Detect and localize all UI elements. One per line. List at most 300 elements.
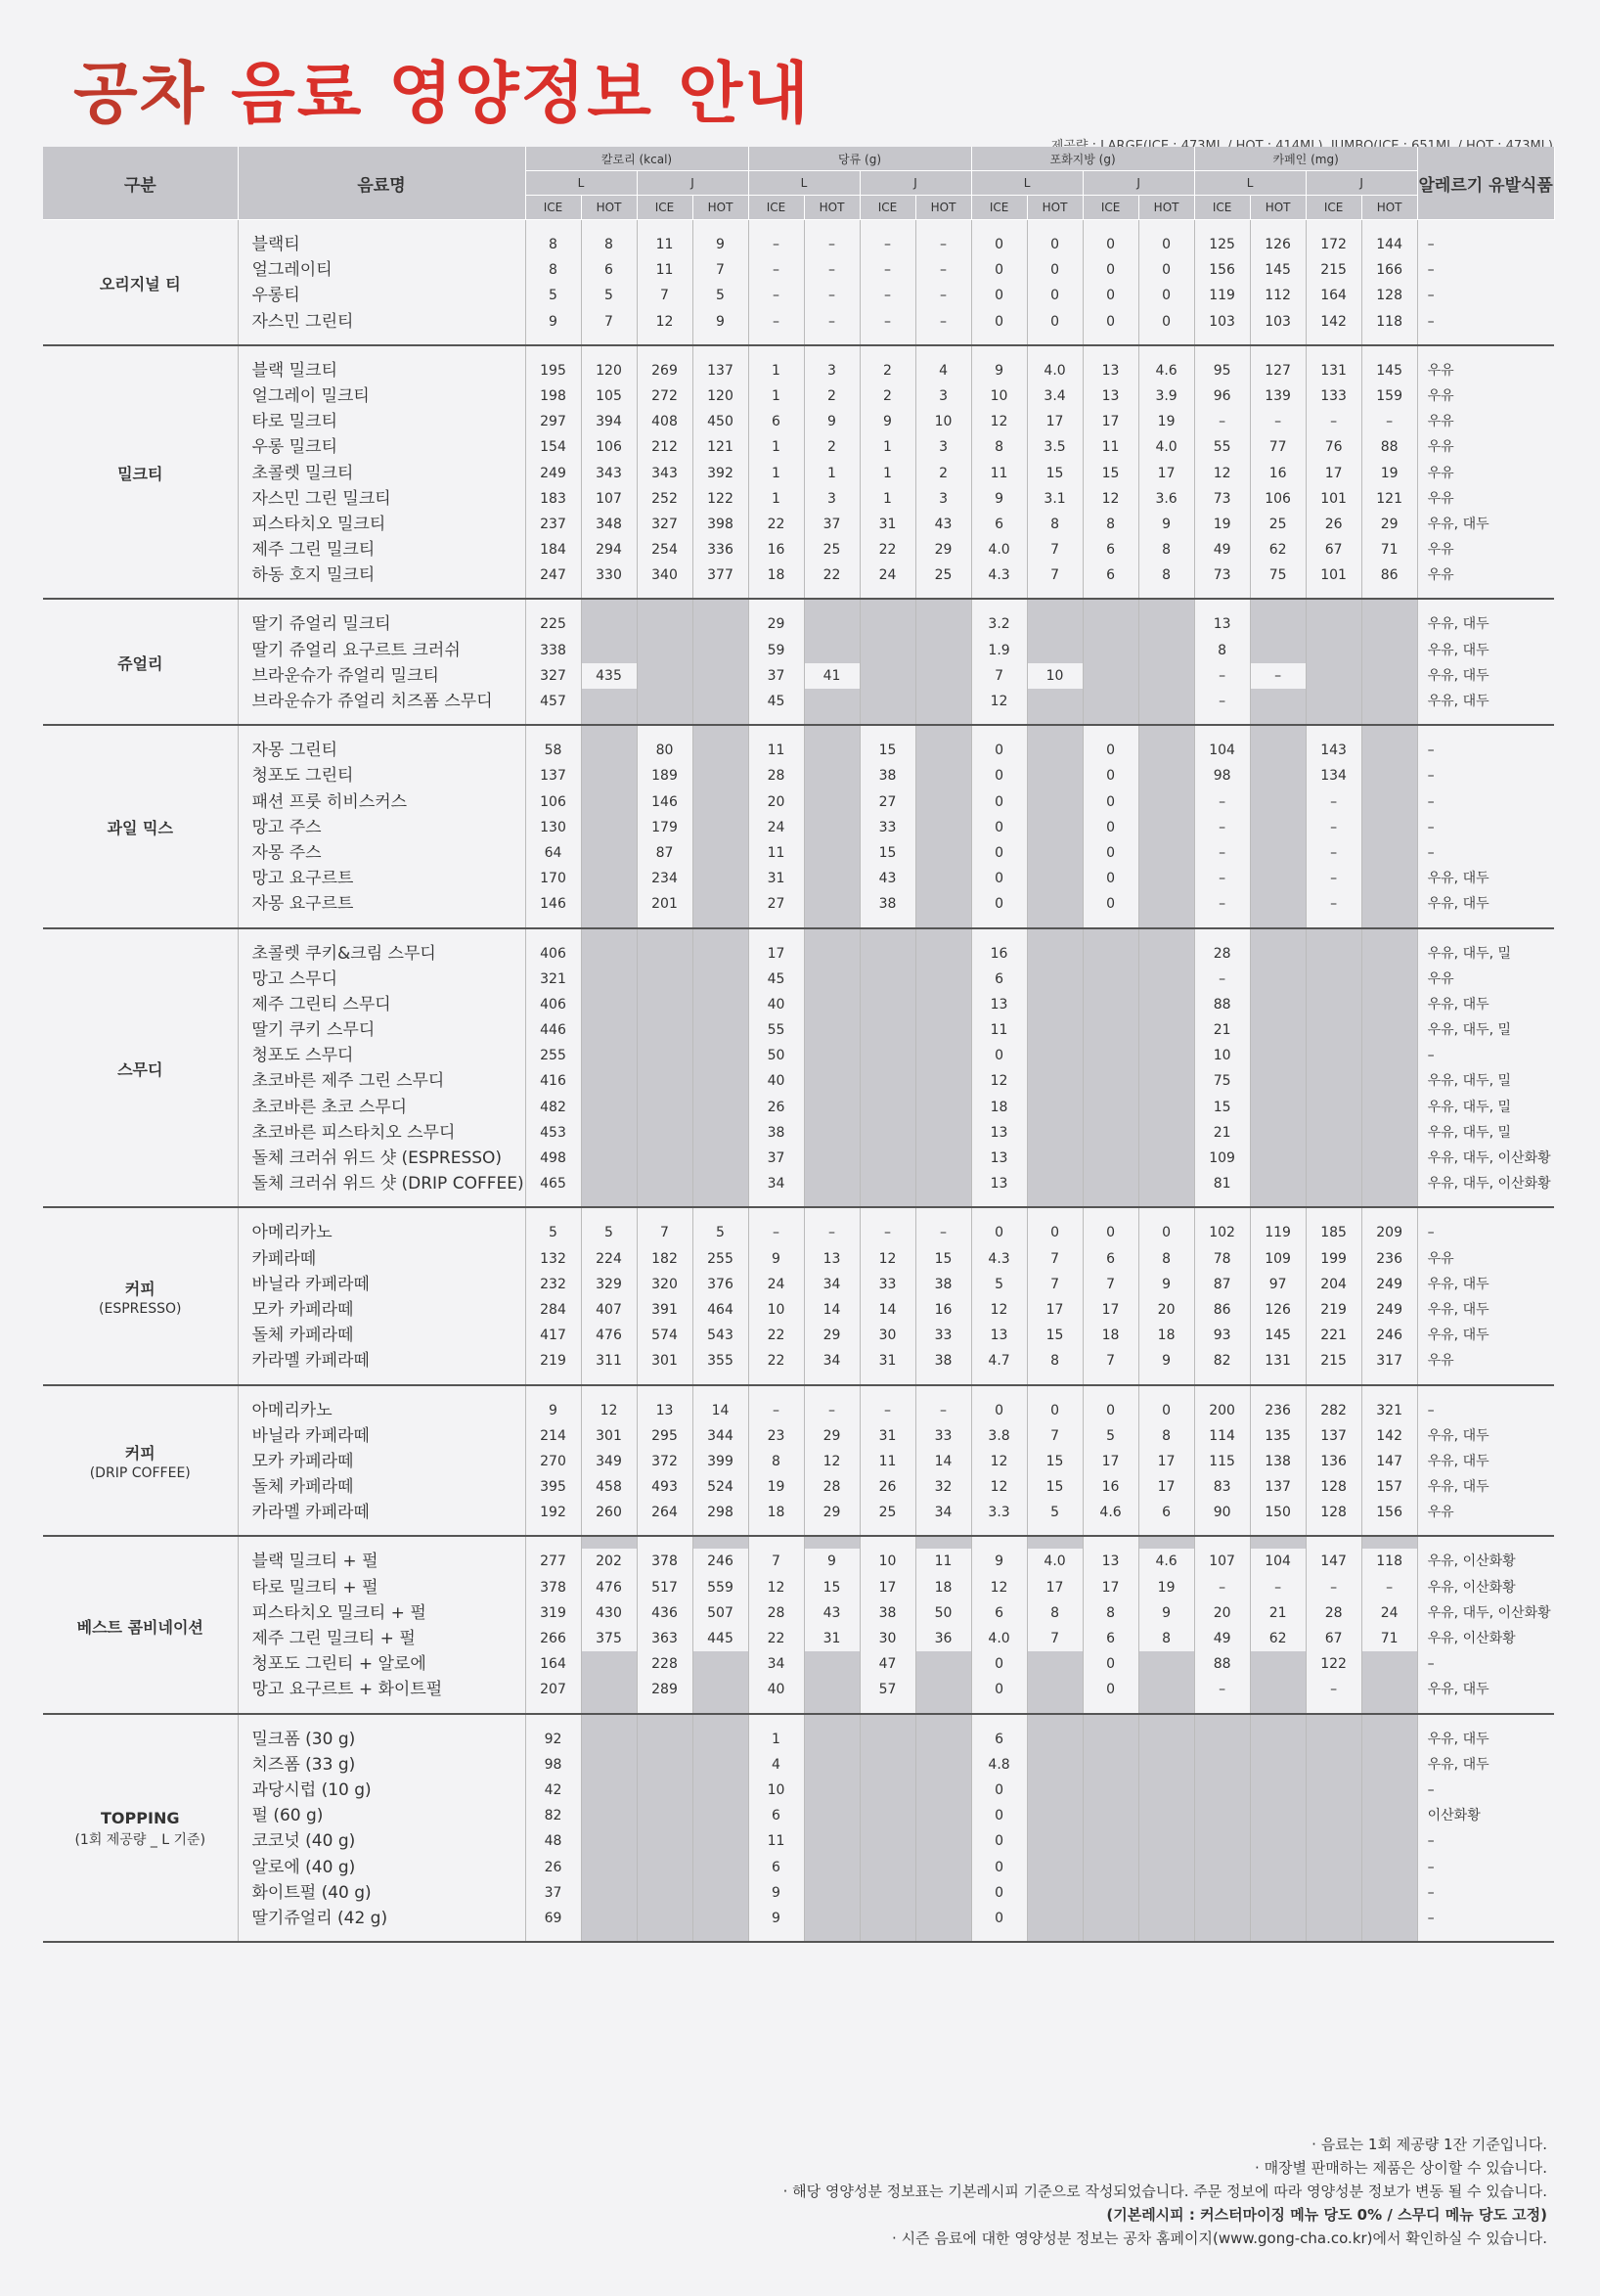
value: 6 xyxy=(1106,1250,1116,1267)
drink-name: 돌체 카페라떼 xyxy=(251,1477,354,1498)
value: 0 xyxy=(1106,288,1116,304)
value-cell xyxy=(692,599,748,725)
value: 19 xyxy=(1157,414,1176,430)
value: 8 xyxy=(1162,567,1172,584)
value-cell xyxy=(748,1714,804,1943)
value-cell xyxy=(860,725,915,927)
value: 13 xyxy=(990,996,1008,1013)
value: – xyxy=(773,1402,780,1418)
value: 40 xyxy=(767,1682,785,1698)
value-cell xyxy=(860,928,915,1208)
value: – xyxy=(828,288,836,304)
value: 0 xyxy=(995,237,1004,252)
value: 12 xyxy=(878,1250,897,1267)
drink-name: 블랙티 xyxy=(251,235,300,254)
value-cell xyxy=(637,1385,692,1537)
value: 4.6 xyxy=(1155,362,1178,379)
drink-name: 카페라떼 xyxy=(251,1248,317,1269)
value: 118 xyxy=(1376,313,1402,330)
drink-name: 카라멜 카페라떼 xyxy=(251,1503,370,1523)
value: 343 xyxy=(596,465,622,481)
value: 106 xyxy=(540,793,566,810)
value: 436 xyxy=(651,1604,678,1621)
value: 26 xyxy=(544,1859,562,1875)
value-cell xyxy=(804,1536,860,1713)
value: 1 xyxy=(772,362,780,379)
value: – xyxy=(940,288,948,304)
value xyxy=(805,1651,860,1677)
value: 우유, 대두 xyxy=(1427,896,1489,913)
value: 219 xyxy=(1320,1301,1347,1318)
value: 우유 xyxy=(1427,387,1454,404)
value: 38 xyxy=(878,896,897,913)
value-cell xyxy=(971,725,1027,927)
header-calories: 칼로리 (kcal) xyxy=(525,147,748,171)
value: 17 xyxy=(767,945,785,962)
value xyxy=(1028,611,1083,637)
value: 215 xyxy=(1320,1353,1347,1370)
value: 3.1 xyxy=(1044,490,1066,507)
value-cell xyxy=(804,220,860,345)
value-cell xyxy=(804,928,860,1208)
value: 29 xyxy=(767,616,785,633)
value-cell xyxy=(1306,220,1361,345)
value-cell xyxy=(1306,1536,1361,1713)
value: – xyxy=(1219,819,1226,835)
value: 80 xyxy=(655,743,674,759)
value: 7 xyxy=(1050,567,1060,584)
value: 13 xyxy=(990,1328,1008,1344)
value: 21 xyxy=(1213,1022,1231,1039)
value-cell xyxy=(581,1385,637,1537)
header-temp-ice: ICE xyxy=(525,196,581,220)
drink-name: 하동 호지 밀크티 xyxy=(251,565,376,586)
value-cell xyxy=(1194,1536,1250,1713)
value: – xyxy=(1427,1833,1435,1850)
value-cell xyxy=(1027,1714,1083,1943)
value-cell xyxy=(1083,725,1138,927)
value: – xyxy=(884,1402,892,1418)
value: 246 xyxy=(1376,1328,1402,1344)
value: 55 xyxy=(1213,439,1231,456)
value: 11 xyxy=(655,262,674,279)
header-temp-hot: HOT xyxy=(1027,196,1083,220)
value-cell xyxy=(804,1385,860,1537)
value-cell xyxy=(1083,345,1138,600)
header-allergy: 알레르기 유발식품 xyxy=(1417,147,1554,220)
value-cell xyxy=(1306,928,1361,1208)
value: 0 xyxy=(1106,237,1116,252)
value: 우유, 대두, 밀 xyxy=(1427,945,1512,962)
category-title: 베스트 콤비네이션 xyxy=(76,1617,203,1637)
value: 272 xyxy=(651,387,678,404)
value: 4.0 xyxy=(988,542,1010,559)
value-cell xyxy=(692,220,748,345)
value: 12 xyxy=(767,1579,785,1596)
value: 464 xyxy=(707,1301,733,1318)
value-cell xyxy=(637,220,692,345)
value: 133 xyxy=(1320,387,1347,404)
value: 146 xyxy=(540,896,566,913)
value: 38 xyxy=(934,1353,953,1370)
value-cell xyxy=(525,1207,581,1384)
value: – xyxy=(1251,663,1306,689)
drink-names xyxy=(238,599,525,725)
value xyxy=(1362,1651,1417,1677)
value: 8 xyxy=(1162,542,1172,559)
value: 20 xyxy=(1213,1604,1231,1621)
value: 0 xyxy=(995,871,1004,887)
drink-name: 망고 주스 xyxy=(251,817,322,837)
value: 28 xyxy=(767,1604,785,1621)
value-cell xyxy=(748,1536,804,1713)
value-cell xyxy=(1361,1385,1417,1537)
value: 27 xyxy=(767,896,785,913)
value: 62 xyxy=(1268,542,1287,559)
value: 11 xyxy=(990,465,1008,481)
table-header xyxy=(43,147,1554,220)
value: 14 xyxy=(934,1453,953,1469)
value: 0 xyxy=(1106,1682,1116,1698)
value-cell xyxy=(692,725,748,927)
value: – xyxy=(1219,896,1226,913)
value-cell xyxy=(915,599,971,725)
value: 3.6 xyxy=(1155,490,1178,507)
value: 67 xyxy=(1324,542,1343,559)
value: 87 xyxy=(655,844,674,861)
value-cell xyxy=(1361,1207,1417,1384)
value: 8 xyxy=(1050,516,1060,532)
value: 5 xyxy=(1050,1505,1060,1521)
value: 4 xyxy=(772,1756,780,1773)
value: 우유, 대두 xyxy=(1427,871,1489,887)
value: 22 xyxy=(767,1631,785,1646)
value: – xyxy=(773,237,780,252)
value: 330 xyxy=(596,567,622,584)
header-size-l: L xyxy=(971,171,1083,196)
value: 282 xyxy=(1320,1402,1347,1418)
value: 36 xyxy=(916,1626,971,1651)
value: 11 xyxy=(1101,439,1120,456)
value: 24 xyxy=(1362,1600,1417,1626)
value xyxy=(916,1677,971,1702)
value: 6 xyxy=(995,516,1004,532)
value: 321 xyxy=(540,970,566,987)
table-row xyxy=(43,599,1554,725)
value: 321 xyxy=(1376,1402,1402,1418)
value: 26 xyxy=(878,1479,897,1496)
value-cell xyxy=(637,725,692,927)
value: 128 xyxy=(1376,288,1402,304)
value: 5 xyxy=(995,1276,1004,1292)
value: 13 xyxy=(990,1150,1008,1166)
value-cell xyxy=(748,1207,804,1384)
drink-name: 제주 그린 밀크티 xyxy=(251,540,376,561)
value: 우유, 대두 xyxy=(1427,1427,1489,1444)
value: 19 xyxy=(1213,516,1231,532)
value: 254 xyxy=(651,542,678,559)
value: – xyxy=(1219,844,1226,861)
value: 0 xyxy=(995,1682,1004,1698)
value xyxy=(916,1651,971,1677)
drink-name: 제주 그린티 스무디 xyxy=(251,994,391,1014)
value: 34 xyxy=(822,1353,841,1370)
value: 143 xyxy=(1320,743,1347,759)
value-cell xyxy=(860,599,915,725)
value: 224 xyxy=(596,1250,622,1267)
value-cell xyxy=(637,599,692,725)
value-cell xyxy=(1027,220,1083,345)
value: 559 xyxy=(693,1575,748,1600)
value: 8 xyxy=(1162,1427,1172,1444)
value: 71 xyxy=(1362,1626,1417,1651)
value: 6 xyxy=(772,1859,780,1875)
value: – xyxy=(1330,1579,1338,1596)
value: 0 xyxy=(995,313,1004,330)
value-cell xyxy=(971,1207,1027,1384)
value: 90 xyxy=(1213,1505,1231,1521)
value: 0 xyxy=(995,1884,1004,1901)
value: – xyxy=(773,262,780,279)
value: 119 xyxy=(1265,1225,1291,1241)
category-label xyxy=(43,345,238,600)
value: 135 xyxy=(1265,1427,1291,1444)
value: 38 xyxy=(767,1124,785,1141)
value-cell xyxy=(1027,1385,1083,1537)
value-cell xyxy=(1250,1207,1306,1384)
value: 9 xyxy=(1162,516,1172,532)
value-cell xyxy=(1250,928,1306,1208)
value-cell xyxy=(637,928,692,1208)
value: 260 xyxy=(596,1505,622,1521)
value: 34 xyxy=(822,1276,841,1292)
value: 71 xyxy=(1380,542,1399,559)
value: 47 xyxy=(878,1656,897,1673)
value: 9 xyxy=(827,414,836,430)
value: 0 xyxy=(995,1859,1004,1875)
value: 1 xyxy=(827,465,836,481)
value: 142 xyxy=(1376,1427,1402,1444)
value-cell xyxy=(915,345,971,600)
category-label xyxy=(43,1207,238,1384)
drink-name: 청포도 그린티 + 알로에 xyxy=(251,1654,426,1675)
value: 3 xyxy=(827,362,836,379)
value: 3.4 xyxy=(1044,387,1066,404)
value: 103 xyxy=(1209,313,1235,330)
value: 우유, 대두 xyxy=(1427,616,1489,633)
value: 16 xyxy=(1101,1479,1120,1496)
value: 18 xyxy=(916,1575,971,1600)
value: – xyxy=(1427,1656,1435,1673)
value: 50 xyxy=(767,1048,785,1064)
value: 0 xyxy=(1106,743,1116,759)
value: 137 xyxy=(707,362,733,379)
value: 131 xyxy=(1265,1353,1291,1370)
value: 10 xyxy=(1028,663,1083,689)
value: 우유, 이산화황 xyxy=(1427,1579,1516,1596)
value: 15 xyxy=(934,1250,953,1267)
value-cell xyxy=(1361,1714,1417,1943)
value: 127 xyxy=(1265,362,1291,379)
value: 9 xyxy=(995,490,1004,507)
value: 327 xyxy=(651,516,678,532)
drink-name: 블랙 밀크티 xyxy=(251,360,338,381)
drink-name: 블랙 밀크티 + 펄 xyxy=(251,1552,378,1572)
header-size-l: L xyxy=(525,171,637,196)
value: 11 xyxy=(990,1022,1008,1039)
value: 45 xyxy=(767,970,785,987)
value: 255 xyxy=(540,1048,566,1064)
value: 우유, 대두 xyxy=(1427,1453,1489,1469)
value: 38 xyxy=(878,768,897,785)
header-temp-hot: HOT xyxy=(1138,196,1194,220)
value-cell xyxy=(1138,1385,1194,1537)
value: – xyxy=(1427,768,1435,785)
drink-name: 딸기쥬얼리 (42 g) xyxy=(251,1908,388,1928)
value: 28 xyxy=(822,1479,841,1496)
value: 33 xyxy=(934,1328,953,1344)
value: 19 xyxy=(1139,1575,1194,1600)
value: – xyxy=(1219,793,1226,810)
value: 136 xyxy=(1320,1453,1347,1469)
value: 97 xyxy=(1268,1276,1287,1292)
value: 252 xyxy=(651,490,678,507)
value: 15 xyxy=(1101,465,1120,481)
value: 406 xyxy=(540,945,566,962)
value: 15 xyxy=(1045,1453,1064,1469)
value: – xyxy=(884,237,892,252)
value: 207 xyxy=(540,1682,566,1698)
value: 5 xyxy=(716,1225,725,1241)
value: 215 xyxy=(1320,262,1347,279)
value: 269 xyxy=(651,362,678,379)
value: 266 xyxy=(540,1631,566,1646)
value: 0 xyxy=(995,768,1004,785)
value: 8 xyxy=(1106,516,1116,532)
value-cell xyxy=(1361,345,1417,600)
value: 14 xyxy=(711,1402,730,1418)
value: 8 xyxy=(995,439,1004,456)
value: 11 xyxy=(767,1833,785,1850)
value-cell xyxy=(581,928,637,1208)
value: 18 xyxy=(1101,1328,1120,1344)
value: 92 xyxy=(544,1731,562,1747)
value: 20 xyxy=(1157,1301,1176,1318)
value: 15 xyxy=(805,1575,860,1600)
value: 0 xyxy=(995,1781,1004,1798)
header-temp-ice: ICE xyxy=(1306,196,1361,220)
value: 17 xyxy=(1324,465,1343,481)
value: 0 xyxy=(995,1656,1004,1673)
value: 59 xyxy=(767,642,785,658)
value: 4.6 xyxy=(1099,1505,1122,1521)
value: 344 xyxy=(707,1427,733,1444)
value: 9 xyxy=(716,313,725,330)
value: 184 xyxy=(540,542,566,559)
value xyxy=(1139,1651,1194,1677)
value: 22 xyxy=(767,1328,785,1344)
value: 120 xyxy=(707,387,733,404)
value: 6 xyxy=(1162,1505,1172,1521)
value: – xyxy=(1427,288,1435,304)
value: 10 xyxy=(878,1553,897,1570)
value: 8 xyxy=(549,237,557,252)
value: 170 xyxy=(540,871,566,887)
value: – xyxy=(1330,844,1338,861)
value: 147 xyxy=(1320,1553,1347,1570)
value: 3 xyxy=(939,490,948,507)
value: 122 xyxy=(1320,1656,1347,1673)
value: 0 xyxy=(1162,313,1172,330)
value: 0 xyxy=(1050,262,1060,279)
value: 106 xyxy=(1265,490,1291,507)
value: 87 xyxy=(1213,1276,1231,1292)
value-cell xyxy=(1194,1714,1250,1943)
value: – xyxy=(940,1402,948,1418)
value-cell xyxy=(581,220,637,345)
value: 9 xyxy=(549,313,557,330)
value-cell xyxy=(581,1536,637,1713)
value: 25 xyxy=(822,542,841,559)
drink-name: 초콜렛 쿠키&크림 스무디 xyxy=(251,943,436,964)
value-cell xyxy=(1027,599,1083,725)
value: 7 xyxy=(1050,1276,1060,1292)
value: 179 xyxy=(651,819,678,835)
drink-name: 자몽 주스 xyxy=(251,842,322,863)
value: 12 xyxy=(600,1402,618,1418)
value: 7 xyxy=(1028,1626,1083,1651)
value: – xyxy=(828,1402,836,1418)
value: 6 xyxy=(1106,1631,1116,1646)
value: 204 xyxy=(1320,1276,1347,1292)
value: – xyxy=(828,237,836,252)
value: 10 xyxy=(990,387,1008,404)
value: 14 xyxy=(822,1301,841,1318)
value: 2 xyxy=(827,387,836,404)
value: 407 xyxy=(596,1301,622,1318)
value: 21 xyxy=(1251,1600,1306,1626)
allergy-cell xyxy=(1417,599,1554,725)
value: 96 xyxy=(1213,387,1231,404)
value-cell xyxy=(581,1714,637,1943)
value-cell xyxy=(860,1714,915,1943)
value: 120 xyxy=(596,362,622,379)
value: 28 xyxy=(767,768,785,785)
value-cell xyxy=(1306,1207,1361,1384)
value-cell xyxy=(1138,1207,1194,1384)
value: 7 xyxy=(716,262,725,279)
drink-name: 얼그레이티 xyxy=(251,260,333,281)
category-title: 커피 xyxy=(124,1444,156,1463)
value: – xyxy=(828,313,836,330)
value: 146 xyxy=(651,793,678,810)
value-cell xyxy=(525,1714,581,1943)
value-cell xyxy=(1194,220,1250,345)
category-title: 쥬얼리 xyxy=(117,654,163,674)
value: 0 xyxy=(995,793,1004,810)
value-cell xyxy=(525,599,581,725)
value: – xyxy=(940,237,948,252)
value: – xyxy=(1219,667,1226,684)
value: 236 xyxy=(1376,1250,1402,1267)
value-cell xyxy=(915,725,971,927)
header-sugar: 당류 (g) xyxy=(748,147,971,171)
value: 348 xyxy=(596,516,622,532)
value: 16 xyxy=(990,945,1008,962)
value: 67 xyxy=(1324,1631,1343,1646)
drink-names xyxy=(238,220,525,345)
value: 192 xyxy=(540,1505,566,1521)
